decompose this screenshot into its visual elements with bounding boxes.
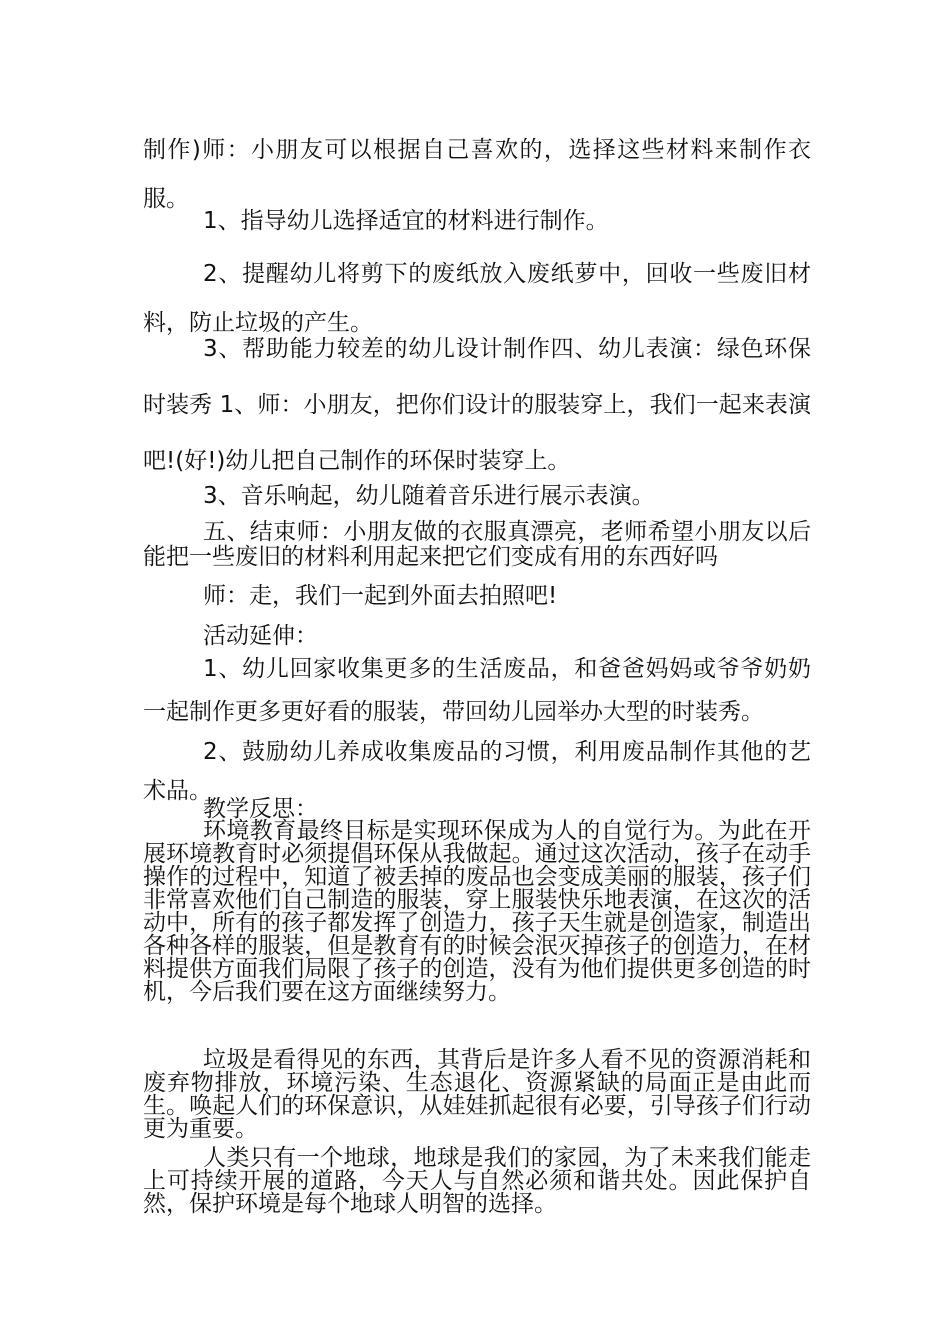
paragraph-12: 环境教育最终目标是实现环保成为人的自觉行为。为此在开展环境教育时必须提倡环保从我做起。通过这次活动，孩子在动手操作的过程中，知道了被丢掉的废品也会变成美丽的服装，孩子们非常喜欢他们自己制造的服装，穿上服装快乐地表演，在这次的活动中，所有的孩子都发挥了创造力，孩子天生就是创造家，制造出各种各样的服装，但是教育有的时候会泯灭掉孩子的创造力，在材料提供方面我们局限了孩子的创造，没有为他们提供更多创造的时机，今后我们要在这方面继续努力。 (143, 818, 811, 1005)
paragraph-1: 制作)师：小朋友可以根据自己喜欢的，选择这些材料来制作衣服。 (143, 137, 811, 212)
paragraph-6: 五、结束师：小朋友做的衣服真漂亮，老师希望小朋友以后能把一些废旧的材料利用起来把它们变成有用的东西好吗 (143, 519, 811, 570)
paragraph-7: 师：走，我们一起到外面去拍照吧! (203, 583, 558, 609)
paragraph-13: 垃圾是看得见的东西，其背后是许多人看不见的资源消耗和废弃物排放，环境污染、生态退化、资源紧缺的局面正是由此而生。唤起人们的环保意识，从娃娃抓起很有必要，引导孩子们行动更为重要。 (143, 1047, 811, 1142)
paragraph-4: 3、帮助能力较差的幼儿设计制作四、幼儿表演：绿色环保时装秀 1、师：小朋友，把你们设计的服装穿上，我们一起来表演吧!(好!)幼儿把自己制作的环保时装穿上。 (143, 336, 811, 474)
paragraph-10: 2、鼓励幼儿养成收集废品的习惯，利用废品制作其他的艺术品。 (143, 739, 811, 804)
paragraph-9: 1、幼儿回家收集更多的生活废品，和爸爸妈妈或爷爷奶奶一起制作更多更好看的服装，带回幼儿园举办大型的时装秀。 (143, 656, 811, 725)
paragraph-8: 活动延伸： (203, 623, 318, 649)
paragraph-11: 教学反思： (203, 796, 318, 822)
paragraph-5: 3、音乐响起，幼儿随着音乐进行展示表演。 (203, 483, 655, 509)
paragraph-3: 2、提醒幼儿将剪下的废纸放入废纸萝中，回收一些废旧材料，防止垃圾的产生。 (143, 261, 811, 336)
paragraph-2: 1、指导幼儿选择适宜的材料进行制作。 (203, 208, 609, 234)
paragraph-14: 人类只有一个地球，地球是我们的家园，为了未来我们能走上可持续开展的道路，今天人与自然必须和谐共处。因此保护自然，保护环境是每个地球人明智的选择。 (143, 1145, 811, 1217)
